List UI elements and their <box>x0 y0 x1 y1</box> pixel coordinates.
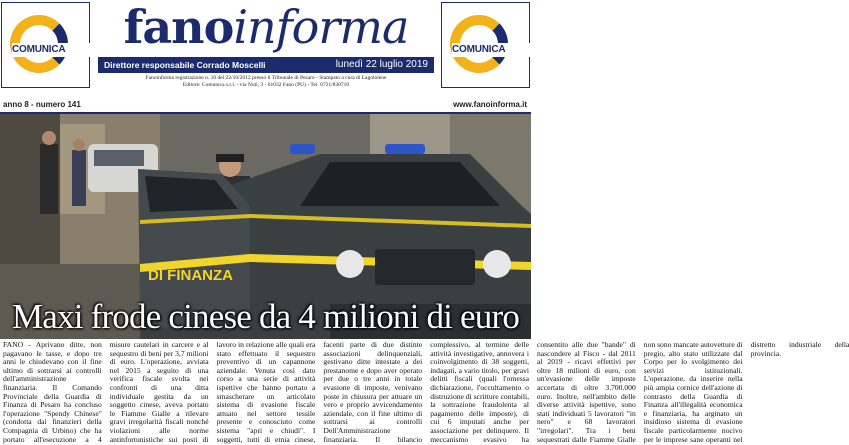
registration-line: Fanoinforma registrazione n. 10 del 22/10/2012 presso il Tribunale di Pesaro - Stampato a cura di Lagotolene <box>145 75 387 81</box>
website-link[interactable]: www.fanoinforma.it <box>453 100 527 109</box>
ad-brand-label: COMUNICA <box>12 43 90 57</box>
article-body: FANO - Aprivano ditte, non pagavano le tasse, e dopo tre anni le chiudevano con il fine ultimo di sottrarsi ai controlli dell'amministrazione finanziaria. Il Comando Provinciale della Guardia di Finanza di Pesaro ha concluso l'operazione "Spendy Chinese" (condotta dai finanzieri della Compagnia di Urbino) che ha portato all'esecuzione a 4 misure cautelari in carcere e al sequestro di beni per 3,7 milioni di euro. L'operazione, avviata nel 2015 a seguito di una verifica fiscale svolta nei confronti di una ditta individuale gestita da un soggetto cinese, aveva portato le Fiamme Gialle a rilevare gravi irregolarità fiscali nonché violazioni alle norme antinfortunistiche sui posti di lavoro in relazione alle quali era stato effettuato il sequestro preventivo di un capannone aziendale. Venuta così dato corso a una serie di attività ispettive che hanno portato a smascherare un articolato sistema di evasione fiscale attuato nel settore tessile presente e conosciuto come sistema "apri e chiudi". I soggetti, tutti di etnia cinese, facenti parte di due distinte associazioni delinquenziali, gestivano ditte intestate a dei prestanome e dopo aver operato per due o tre anni in totale evasione di imposte, venivano poste in chiusura per attuare un vero e proprio avvicendamento aziendale, con il fine ultimo di sottrarsi ai controlli Dell'Amministrazione finanziaria. Il bilancio complessivo, al termine delle attività investigative, annovera i coinvolgimento di 38 soggetti, indagati, a vario titolo, per gravi delitti fiscali (quali l'omessa dichiarazione, l'occultamento o distruzione di scritture contabili, la sottrazione fraudolenta al pagamento delle imposte), di cui 6 imputati anche per associazione per delinquere. Il meccanismo evasivo ha consentito alle due "bande" di nascondere al Fisco - dal 2011 al 2019 - ricavi effettivi per oltre 18 milioni di euro, con un'evasione delle imposte accertata di oltre 3.700.000 euro. Inoltre, nell'ambito delle diverse attività ispettive, sono stati individuati 5 lavoratori "in nero" e 68 lavoratori "irregolari". Tra i beni sequestrati dalle Fiamme Gialle non sono mancate autovetture di pregio, alto stato utilizzate dal Corpo per lo svolgimento dei servizi istituzionali. L'operazione, da inserire nella più ampia cornice dell'azione di contrasto della Guardia di Finanza all'illegalità economica e finanziaria, ha arginato un insidioso sistema di evasione fiscale particolarmente nocivo per le imprese sane operanti nel distretto industriale della provincia. <box>3 340 849 444</box>
headline: Maxi frode cinese da 4 milioni di euro <box>11 297 520 336</box>
issue-line <box>0 98 531 112</box>
masthead <box>0 0 531 97</box>
issue-date: lunedì 22 luglio 2019 <box>335 59 428 70</box>
registration-info <box>98 75 434 88</box>
publisher-line: Editore: Comunica s.r.l. - via Nuti, 3 - 61032 Fano (PU) - Tel. 0721/830710 <box>182 81 350 88</box>
director-label: Direttore responsabile Corrado Moscelli <box>104 60 266 70</box>
ad-brand-label: COMUNICA <box>452 43 530 57</box>
title-part-informa: informa <box>233 0 409 54</box>
ad-comunica-right[interactable] <box>441 2 530 88</box>
newspaper-title <box>98 2 434 52</box>
ad-comunica-left[interactable] <box>1 2 90 88</box>
issue-number: anno 8 - numero 141 <box>3 100 81 109</box>
info-bar <box>98 57 434 73</box>
title-part-fano: fano <box>123 0 234 54</box>
door-lettering: DI FINANZA <box>148 267 233 284</box>
